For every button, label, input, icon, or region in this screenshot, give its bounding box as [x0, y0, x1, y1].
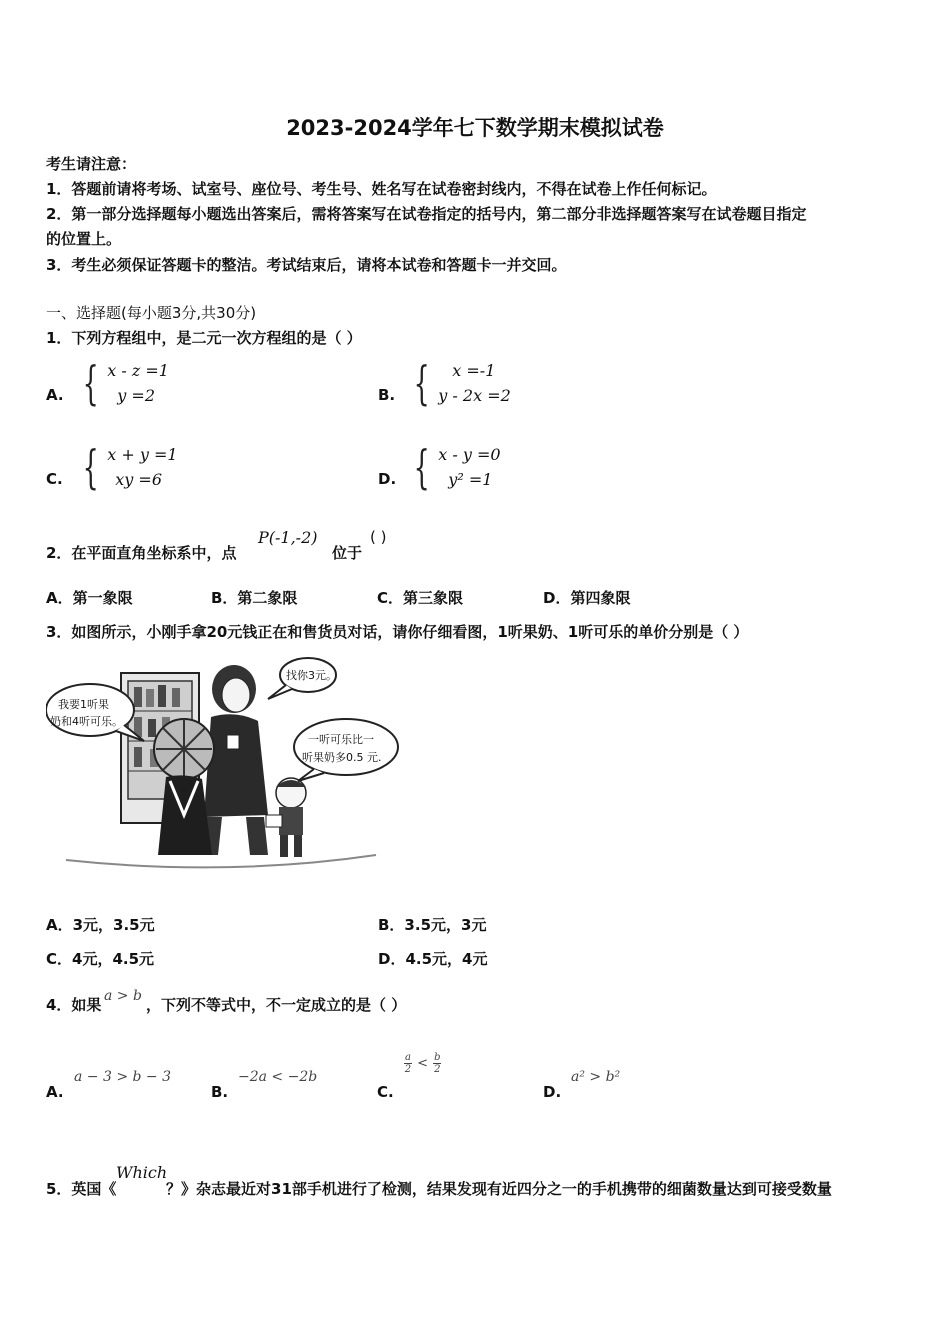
q1-option-d-system — [407, 440, 501, 494]
fraction: $\frac{a}{2}$ — [404, 1052, 412, 1075]
equation-line: y =2 — [117, 386, 155, 405]
brace-symbol: { — [413, 356, 430, 410]
q4-option-a-label: A. — [46, 1083, 64, 1101]
section-heading: 一、选择题(每小题3分,共30分) — [46, 304, 257, 322]
equation-line: xy =6 — [115, 470, 163, 489]
q4-option-c-label: C. — [377, 1083, 394, 1101]
bubble-girl-line2: 奶和4听可乐。 — [50, 715, 123, 728]
question-2-stem-cont: 位于 — [332, 544, 363, 562]
q4-option-b-label: B. — [211, 1083, 229, 1101]
q2-option-c: C．第三象限 — [377, 589, 464, 607]
bubble-boy-line2: 听果奶多0.5 元. — [302, 751, 382, 764]
notice-item-1: 1．答题前请将考场、试室号、座位号、考生号、姓名写在试卷密封线内，不得在试卷上作任何标记。 — [46, 180, 717, 198]
speech-bubble-boy — [294, 719, 398, 775]
equation-line: x + y =1 — [107, 445, 178, 464]
question-3-stem: 3．如图所示，小刚手拿20元钱正在和售货员对话，请你仔细看图，1听果奶、1听可乐的单价分别是（ ） — [46, 623, 749, 641]
question-2-stem: 2．在平面直角坐标系中，点 — [46, 544, 237, 562]
notice-item-2-cont: 的位置上。 — [46, 230, 122, 248]
bubble-clerk-text: 找你3元。 — [286, 669, 337, 682]
bubble-girl-line1: 我要1听果 — [58, 698, 109, 711]
answer-paren: ( ) — [370, 528, 387, 546]
q4-option-b-expression: −2a < −2b — [238, 1069, 318, 1085]
q2-option-a: A．第一象限 — [46, 589, 133, 607]
q1-option-a-label: A. — [46, 386, 64, 404]
q3-option-b: B．3.5元，3元 — [378, 916, 487, 934]
equation-line: y² =1 — [448, 470, 493, 489]
q1-option-b-system — [407, 356, 511, 410]
magazine-name: Which — [116, 1163, 168, 1182]
q2-option-d: D．第四象限 — [543, 589, 631, 607]
point-p-expression: P(-1,-2) — [258, 528, 318, 547]
saleswoman-body — [204, 714, 268, 817]
brace-symbol: { — [82, 356, 99, 410]
question-4-stem-cont: ，下列不等式中，不一定成立的是（ ） — [146, 996, 407, 1014]
fraction: $\frac{b}{2}$ — [434, 1052, 441, 1075]
q3-option-d: D．4.5元，4元 — [378, 950, 488, 968]
shop-illustration — [46, 655, 416, 880]
q4-option-a-expression: a − 3 > b − 3 — [74, 1069, 172, 1085]
equation-line: x - y =0 — [438, 445, 501, 464]
page-title: 2023-2024学年七下数学期末模拟试卷 — [286, 116, 664, 140]
q3-option-c: C．4元，4.5元 — [46, 950, 155, 968]
condition-expression: a > b — [104, 988, 142, 1004]
q1-option-b-label: B. — [378, 386, 396, 404]
q1-option-c-system — [76, 440, 178, 494]
brace-symbol: { — [413, 440, 430, 494]
q4-option-d-label: D. — [543, 1083, 562, 1101]
q4-option-d-expression: a² > b² — [571, 1069, 621, 1085]
notice-heading: 考生请注意： — [46, 155, 137, 173]
q1-option-c-label: C. — [46, 470, 63, 488]
equation-line: x =-1 — [452, 361, 496, 380]
q1-option-d-label: D. — [378, 470, 397, 488]
question-5-stem-cont: ？》杂志最近对31部手机进行了检测，结果发现有近四分之一的手机携带的细菌数量达到可接受数量 — [166, 1180, 832, 1198]
question-5-stem: 5．英国《 — [46, 1180, 117, 1198]
q1-option-a-system — [76, 356, 169, 410]
q4-option-c-expression: $\frac{a}{2}$ < $\frac{b}{2}$ — [404, 1052, 441, 1075]
question-4-stem: 4．如果 — [46, 996, 102, 1014]
notice-item-3: 3．考生必须保证答题卡的整洁。考试结束后，请将本试卷和答题卡一并交回。 — [46, 256, 567, 274]
q2-option-b: B．第二象限 — [211, 589, 298, 607]
equation-line: x - z =1 — [107, 361, 169, 380]
notice-item-2: 2．第一部分选择题每小题选出答案后，需将答案写在试卷指定的括号内，第二部分非选择题答案写在试卷题目指定 — [46, 205, 807, 223]
q3-option-a: A．3元，3.5元 — [46, 916, 155, 934]
brace-symbol: { — [82, 440, 99, 494]
question-1-stem: 1．下列方程组中，是二元一次方程组的是（ ） — [46, 329, 362, 347]
equation-line: y - 2x =2 — [438, 386, 511, 405]
bubble-boy-line1: 一听可乐比一 — [308, 733, 374, 746]
boy-body — [279, 807, 303, 835]
